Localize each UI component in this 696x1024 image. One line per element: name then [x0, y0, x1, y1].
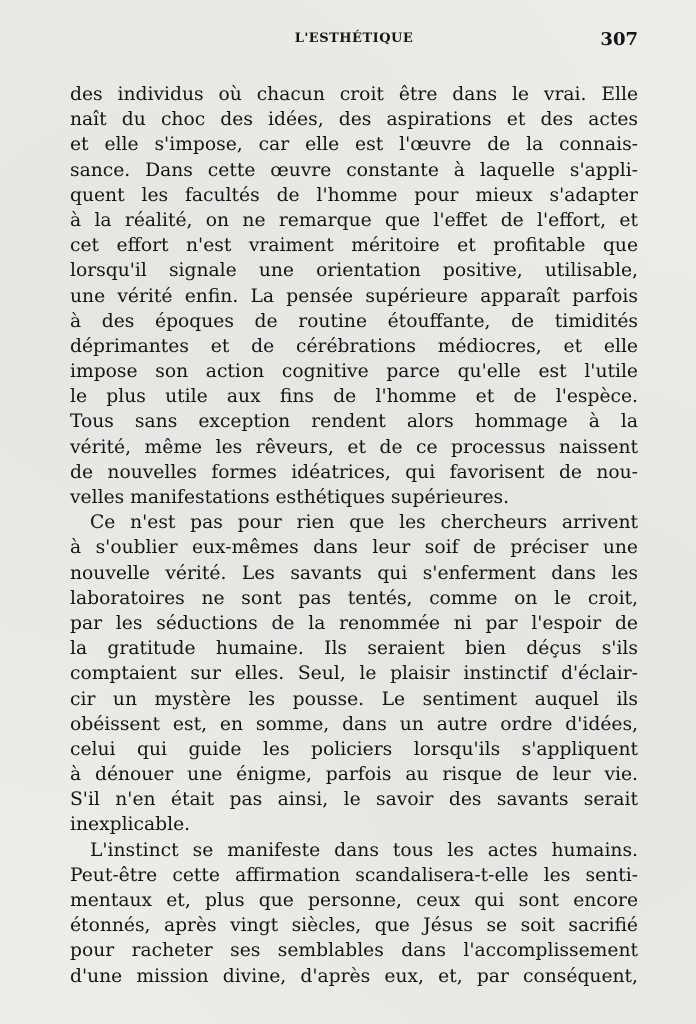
text-line: obéissent est, en somme, dans un autre ordre d'idées,	[70, 713, 638, 735]
text-line: vérité, même les rêveurs, et de ce processus naissent	[70, 436, 638, 458]
body-text	[70, 82, 638, 989]
text-line: par les séductions de la renommée ni par l'espoir de	[70, 612, 638, 634]
text-line: une vérité enfin. La pensée supérieure apparaît parfois	[70, 285, 638, 307]
text-line: à la réalité, on ne remarque que l'effet de l'effort, et	[70, 209, 638, 231]
text-line: déprimantes et de cérébrations médiocres, et elle	[70, 335, 638, 357]
text-line: à dénouer une énigme, parfois au risque de leur vie.	[70, 764, 638, 786]
text-line: L'instinct se manifeste dans tous les actes humains.	[90, 839, 638, 861]
text-line: celui qui guide les policiers lorsqu'ils s'appliquent	[70, 738, 638, 760]
text-line: inexplicable.	[70, 814, 191, 836]
page-number: 307	[600, 29, 638, 50]
text-line: impose son action cognitive parce qu'elle est l'utile	[70, 361, 638, 383]
text-line: cir un mystère les pousse. Le sentiment auquel ils	[70, 688, 638, 710]
text-line: Peut-être cette affirmation scandalisera-t-elle les senti-	[70, 864, 638, 886]
text-line: et elle s'impose, car elle est l'œuvre de la connais-	[70, 134, 638, 156]
page-header	[70, 31, 638, 53]
text-line: le plus utile aux fins de l'homme et de l'espèce.	[70, 386, 638, 408]
text-line: Ce n'est pas pour rien que les chercheurs arrivent	[90, 512, 638, 534]
text-line: laboratoires ne sont pas tentés, comme on le croit,	[70, 587, 638, 609]
text-line: pour racheter ses semblables dans l'accomplissement	[70, 940, 638, 962]
text-line: comptaient sur elles. Seul, le plaisir instinctif d'éclair-	[70, 663, 638, 685]
text-line: Tous sans exception rendent alors hommage à la	[70, 411, 638, 433]
text-line: d'une mission divine, d'après eux, et, par conséquent,	[70, 965, 638, 987]
text-line: velles manifestations esthétiques supérieures.	[70, 487, 510, 508]
text-line: nouvelle vérité. Les savants qui s'enferment dans les	[70, 562, 638, 584]
text-line: lorsqu'il signale une orientation positive, utilisable,	[70, 260, 638, 282]
text-line: la gratitude humaine. Ils seraient bien déçus s'ils	[70, 638, 638, 660]
text-line: sance. Dans cette œuvre constante à laquelle s'appli-	[70, 159, 638, 181]
text-line: des individus où chacun croit être dans le vrai. Elle	[70, 84, 638, 105]
text-line: étonnés, après vingt siècles, que Jésus se soit sacrifié	[70, 915, 638, 937]
text-line: S'il n'en était pas ainsi, le savoir des savants serait	[70, 789, 638, 811]
text-line: quent les facultés de l'homme pour mieux s'adapter	[70, 184, 638, 206]
text-line: cet effort n'est vraiment méritoire et profitable que	[70, 235, 638, 257]
text-line: à s'oublier eux-mêmes dans leur soif de préciser une	[70, 537, 638, 559]
text-line: à des époques de routine étouffante, de timidités	[70, 310, 638, 332]
text-line: naît du choc des idées, des aspirations et des actes	[70, 109, 638, 131]
text-line: mentaux et, plus que personne, ceux qui sont encore	[70, 890, 638, 911]
running-title: L'ESTHÉTIQUE	[294, 31, 414, 46]
text-line: de nouvelles formes idéatrices, qui favorisent de nou-	[70, 461, 638, 483]
